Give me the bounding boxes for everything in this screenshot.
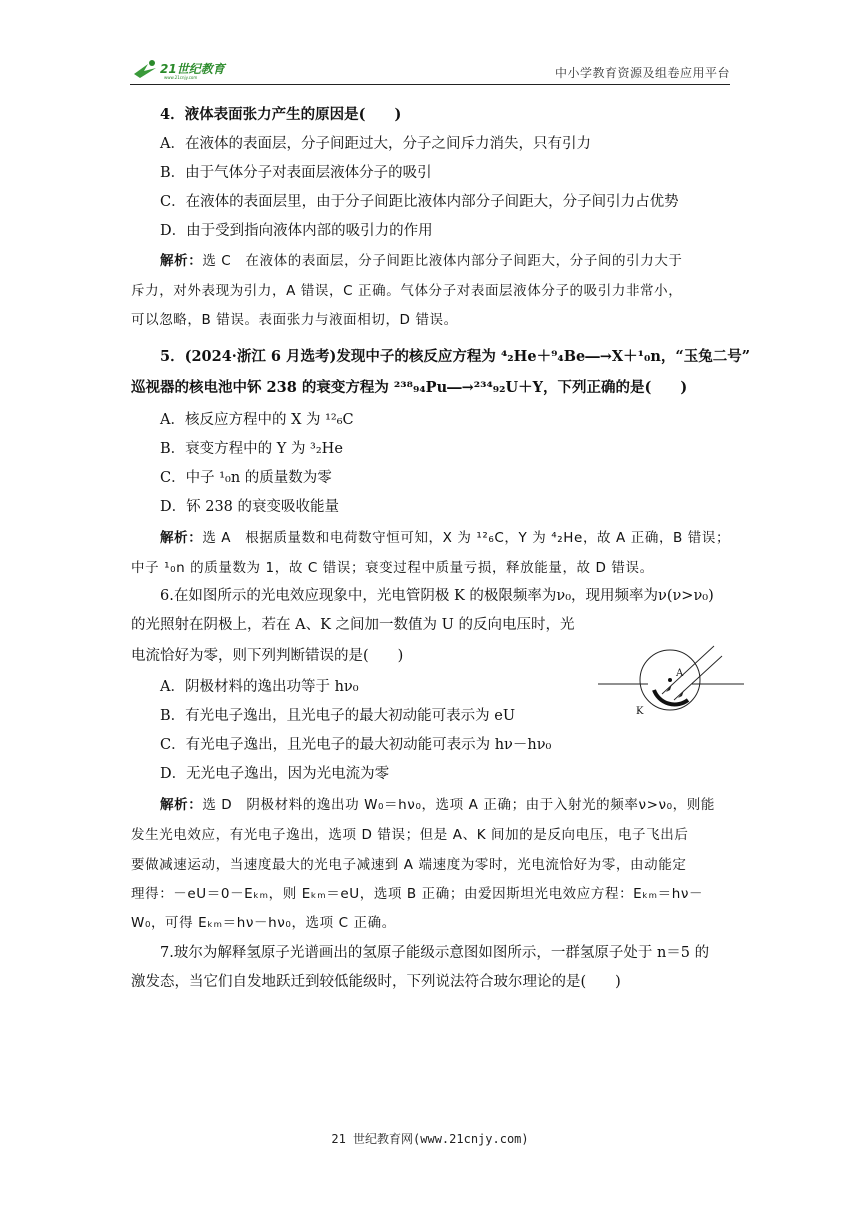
q7-stem-line-2: 激发态，当它们自发地跃迁到较低能级时，下列说法符合玻尔理论的是( ) bbox=[131, 974, 621, 990]
q5-analysis-line-1: 解析：选 A 根据质量数和电荷数守恒可知，X 为 ¹²₆C，Y 为 ⁴₂He，故 A 正确，B 错误； bbox=[160, 530, 731, 546]
q6-stem-line-2: 的光照射在阴极上，若在 A、K 之间加一数值为 U 的反向电压时，光 bbox=[131, 617, 575, 633]
diagram-label-a: A bbox=[676, 668, 684, 679]
q7-stem-line-1: 7.玻尔为解释氢原子光谱画出的氢原子能级示意图如图所示，一群氢原子处于 n＝5 的 bbox=[160, 945, 710, 961]
q5-option-c: C．中子 ¹₀n 的质量数为零 bbox=[160, 470, 332, 486]
q6-option-c: C．有光电子逸出，且光电子的最大初动能可表示为 hν－hν₀ bbox=[160, 737, 552, 753]
svg-text:www.21cnjy.com: www.21cnjy.com bbox=[164, 75, 198, 80]
q6-analysis-line-1: 解析：选 D 阴极材料的逸出功 W₀＝hν₀，选项 A 正确；由于入射光的频率ν>ν₀，则能 bbox=[160, 797, 715, 813]
q4-analysis-line-2: 斥力，对外表现为引力，A 错误，C 正确。气体分子对表面层液体分子的吸引力非常小， bbox=[131, 283, 683, 299]
q5-stem-line-1: 5．(2024·浙江 6 月选考)发现中子的核反应方程为 ⁴₂He＋⁹₄Be―→X＋¹₀n，“玉兔二号” bbox=[160, 348, 751, 365]
q6-option-a: A．阴极材料的逸出功等于 hν₀ bbox=[160, 679, 359, 695]
q4-stem: 4．液体表面张力产生的原因是( ) bbox=[160, 106, 402, 123]
q6-option-d: D．无光电子逸出，因为光电流为零 bbox=[160, 766, 390, 782]
page-footer: 21 世纪教育网(www.21cnjy.com) bbox=[331, 1132, 529, 1146]
diagram-label-k: K bbox=[636, 706, 644, 717]
q4-option-a: A．在液体的表面层，分子间距过大，分子之间斥力消失，只有引力 bbox=[160, 136, 591, 152]
q6-analysis-line-4: 理得：－eU＝0－Eₖₘ，则 Eₖₘ＝eU，选项 B 正确；由爱因斯坦光电效应方程：Eₖₘ＝hν－ bbox=[131, 886, 704, 902]
q6-option-b: B．有光电子逸出，且光电子的最大初动能可表示为 eU bbox=[160, 708, 516, 724]
site-name: 中小学教育资源及组卷应用平台 bbox=[554, 66, 730, 80]
q5-stem-line-2: 巡视器的核电池中钚 238 的衰变方程为 ²³⁸₉₄Pu―→²³⁴₉₂U＋Y，下列正确的是( ) bbox=[131, 379, 688, 396]
q4-analysis-line-3: 可以忽略，B 错误。表面张力与液面相切，D 错误。 bbox=[131, 312, 458, 328]
q6-analysis-line-5: W₀，可得 Eₖₘ＝hν－hν₀，选项 C 正确。 bbox=[131, 915, 396, 931]
page-header bbox=[130, 58, 730, 85]
q4-option-c: C．在液体的表面层里，由于分子间距比液体内部分子间距大，分子间引力占优势 bbox=[160, 194, 679, 210]
q5-option-d: D．钚 238 的衰变吸收能量 bbox=[160, 499, 340, 515]
q6-analysis-line-3: 要做减速运动，当速度最大的光电子减速到 A 端速度为零时，光电流恰好为零，由动能定 bbox=[131, 857, 687, 873]
q5-analysis-line-2: 中子 ¹₀n 的质量数为 1，故 C 错误；衰变过程中质量亏损，释放能量，故 D 错误。 bbox=[131, 560, 654, 576]
q5-option-a: A．核反应方程中的 X 为 ¹²₆C bbox=[160, 412, 354, 428]
q6-stem-line-1: 6.在如图所示的光电效应现象中，光电管阴极 K 的极限频率为ν₀，现用频率为ν(ν>ν₀) bbox=[160, 588, 714, 604]
photoelectric-tube-diagram bbox=[596, 624, 746, 724]
q6-stem-line-3: 电流恰好为零，则下列判断错误的是( ) bbox=[131, 648, 404, 664]
svg-text:21世纪教育: 21世纪教育 bbox=[160, 62, 225, 76]
q6-analysis-line-2: 发生光电效应，有光电子逸出，选项 D 错误；但是 A、K 间加的是反向电压，电子飞出后 bbox=[131, 827, 689, 843]
q4-option-d: D．由于受到指向液体内部的吸引力的作用 bbox=[160, 223, 433, 239]
site-logo bbox=[130, 58, 230, 80]
q4-analysis-line-1: 解析：选 C 在液体的表面层，分子间距比液体内部分子间距大，分子间的引力大于 bbox=[160, 253, 683, 269]
q5-option-b: B．衰变方程中的 Y 为 ³₂He bbox=[160, 441, 343, 457]
q4-option-b: B．由于气体分子对表面层液体分子的吸引 bbox=[160, 165, 432, 181]
